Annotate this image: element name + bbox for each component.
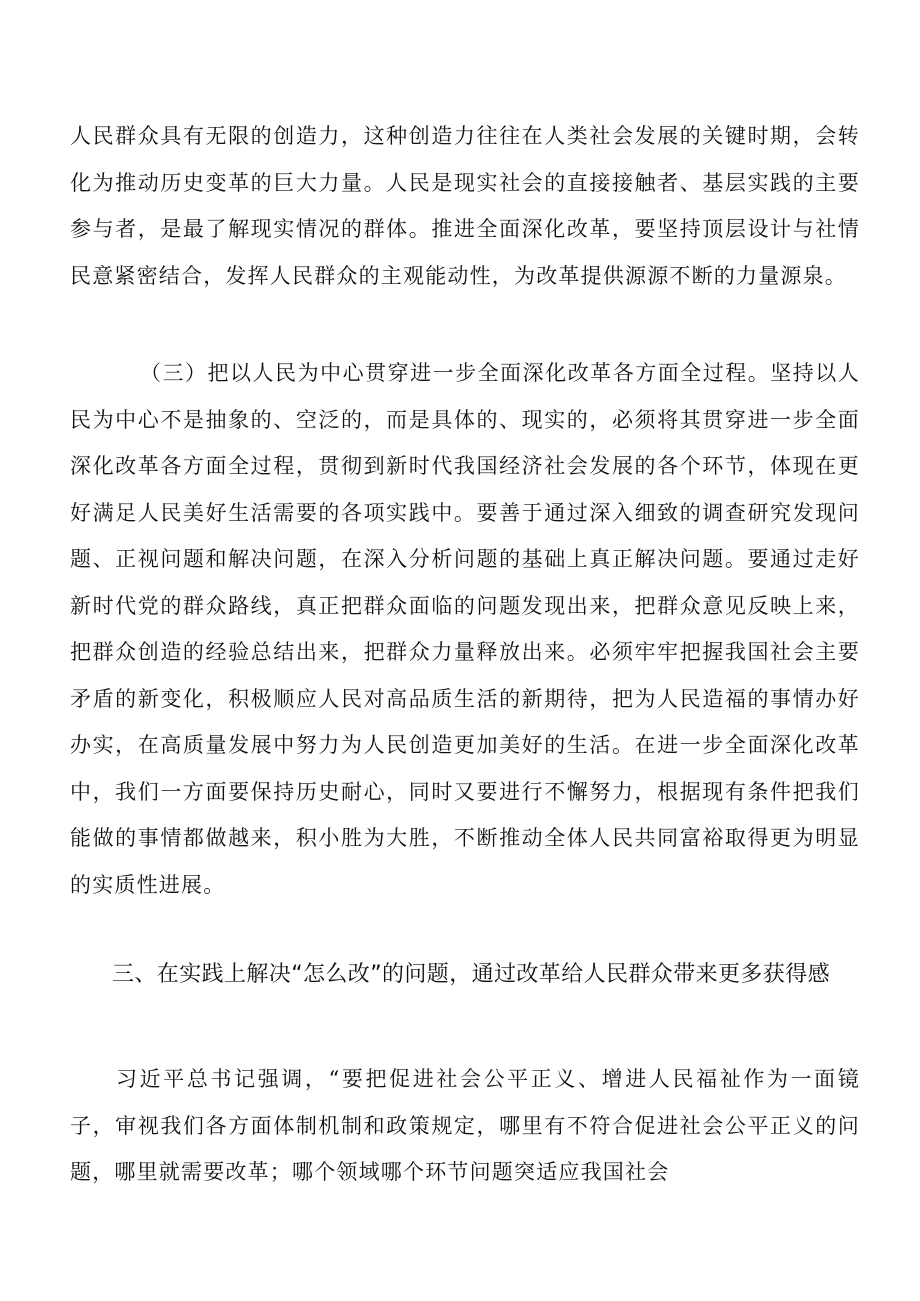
section-heading: 三、在实践上解决“怎么改”的问题，通过改革给人民群众带来更多获得感 xyxy=(112,962,830,987)
body-paragraph-2: （三）把以人民为中心贯穿进一步全面深化改革各方面全过程。坚持以人民为中心不是抽象的、空泛的，而是具体的、现实的，必须将其贯穿进一步全面深化改革各方面全过程，贯彻到新时代我国经济社会发展的各个环节，体现在更好满足人民美好生活需要的各项实践中。要善于通过深入细致的调查研究发现问题、正视问题和解决问题，在深入分析问题的基础上真正解决问题。要通过走好新时代党的群众路线，真正把群众面临的问题发现出来，把群众意见反映上来，把群众创造的经验总结出来，把群众力量释放出来。必须牢牢把握我国社会主要矛盾的新变化，积极顺应人民对高品质生活的新期待，把为人民造福的事情办好办实，在高质量发展中努力为人民创造更加美好的生活。在进一步全面深化改革中，我们一方面要保持历史耐心，同时又要进行不懈努力，根据现有条件把我们能做的事情都做越来，积小胜为大胜，不断推动全体人民共同富裕取得更为明显的实质性进展。 xyxy=(70,361,860,897)
body-paragraph-3: 习近平总书记强调，“要把促进社会公平正义、增进人民福祉作为一面镜子，审视我们各方面体制机制和政策规定，哪里有不符合促进社会公平正义的问题，哪里就需要改革；哪个领域哪个环节问题突适应我国社会 xyxy=(70,1067,860,1184)
body-paragraph-1: 人民群众具有无限的创造力，这种创造力往往在人类社会发展的关键时期，会转化为推动历史变革的巨大力量。人民是现实社会的直接接触者、基层实践的主要参与者，是最了解现实情况的群体。推进全面深化改革，要坚持顶层设计与社情民意紧密结合，发挥人民群众的主观能动性，为改革提供源源不断的力量源泉。 xyxy=(70,124,860,288)
